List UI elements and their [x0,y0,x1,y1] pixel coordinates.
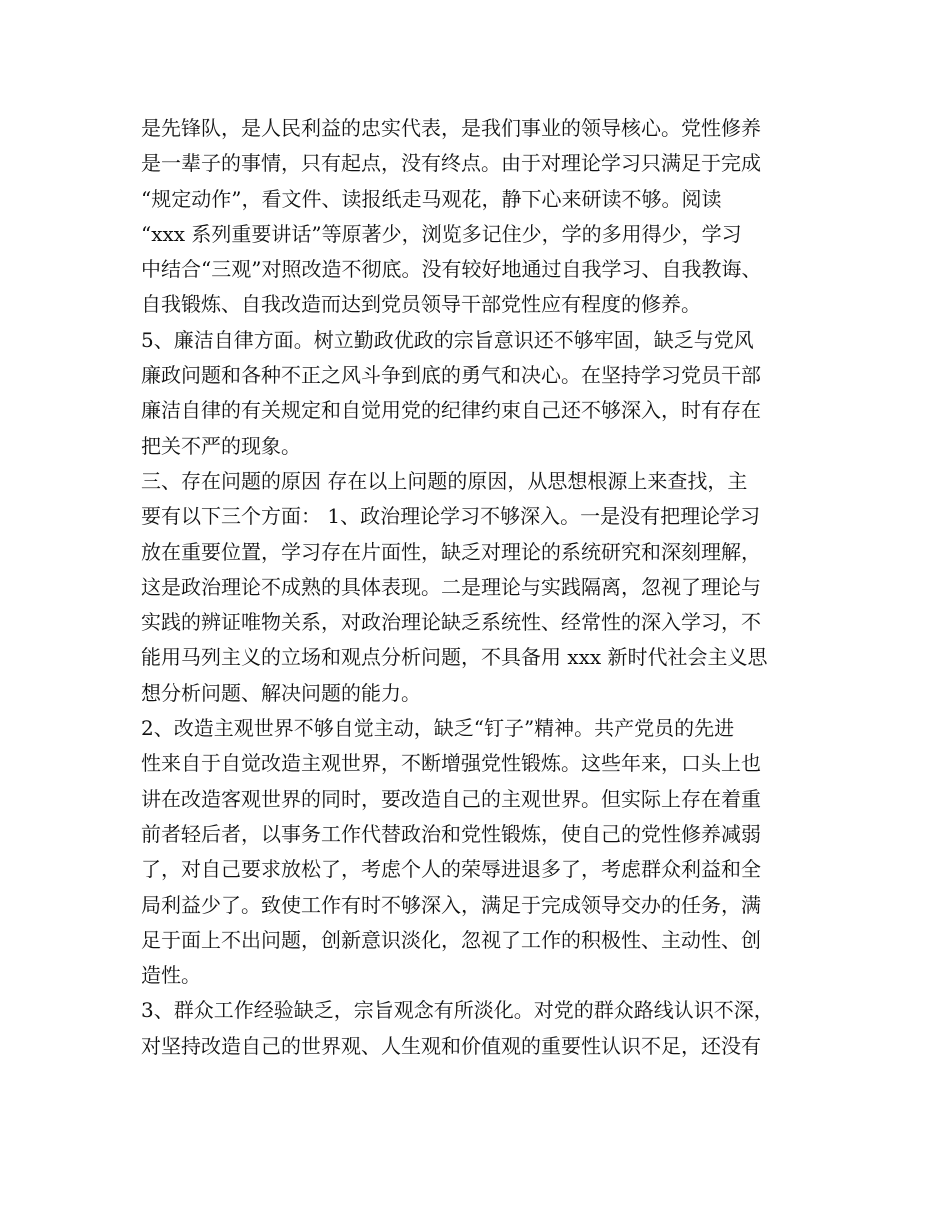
text-line: 廉洁自律的有关规定和自觉用党的纪律约束自己还不够深入，时有存在 [141,398,761,423]
text-line: 放在重要位置，学习存在片面性，缺乏对理论的系统研究和深刻理解， [141,539,761,564]
text-line: “规定动作”，看文件、读报纸走马观花，静下心来研读不够。阅读 [141,186,722,211]
text-line: 中结合“三观”对照改造不彻底。没有较好地通过自我学习、自我教诲、 [141,257,762,282]
text-line: 前者轻后者，以事务工作代替政治和党性锻炼，使自己的党性修养减弱 [141,821,761,846]
document-body [141,111,831,1064]
text-line: 是先锋队，是人民利益的忠实代表，是我们事业的领导核心。党性修养 [141,116,761,140]
text-line: 能用马列主义的立场和观点分析问题，不具备用 xxx 新时代社会主义思 [141,645,768,670]
text-line: 自我锻炼、自我改造而达到党员领导干部党性应有程度的修养。 [141,292,701,317]
text-line: “xxx 系列重要讲话”等原著少，浏览多记住少，学的多用得少，学习 [141,221,742,246]
text-line: 把关不严的现象。 [141,433,301,458]
text-line: 3、群众工作经验缺乏，宗旨观念有所淡化。对党的群众路线认识不深， [141,998,774,1023]
text-line: 要有以下三个方面： 1、政治理论学习不够深入。一是没有把理论学习 [141,504,761,529]
text-line: 三、存在问题的原因 存在以上问题的原因，从思想根源上来查找，主 [141,468,748,493]
text-line: 2、改造主观世界不够自觉主动，缺乏“钉子”精神。共产党员的先进 [141,716,735,741]
text-line: 想分析问题、解决问题的能力。 [141,680,421,705]
text-line: 实践的辨证唯物关系，对政治理论缺乏系统性、经常性的深入学习，不 [141,610,761,635]
text-line: 对坚持改造自己的世界观、人生观和价值观的重要性认识不足，还没有 [141,1033,761,1058]
text-line: 5、廉洁自律方面。树立勤政优政的宗旨意识还不够牢固，缺乏与党风 [141,327,754,352]
text-line: 造性。 [141,963,201,988]
text-line: 是一辈子的事情，只有起点，没有终点。由于对理论学习只满足于完成 [141,151,761,176]
text-line: 了，对自己要求放松了，考虑个人的荣辱进退多了，考虑群众利益和全 [141,857,761,882]
text-line: 性来自于自觉改造主观世界，不断增强党性锻炼。这些年来，口头上也 [141,751,761,776]
text-line: 这是政治理论不成熟的具体表现。二是理论与实践隔离，忽视了理论与 [141,574,761,599]
text-line: 局利益少了。致使工作有时不够深入，满足于完成领导交办的任务，满 [141,892,761,917]
text-line: 廉政问题和各种不正之风斗争到底的勇气和决心。在坚持学习党员干部 [141,363,761,388]
text-line: 讲在改造客观世界的同时，要改造自己的主观世界。但实际上存在着重 [141,786,761,811]
text-line: 足于面上不出问题，创新意识淡化，忽视了工作的积极性、主动性、创 [141,927,761,952]
